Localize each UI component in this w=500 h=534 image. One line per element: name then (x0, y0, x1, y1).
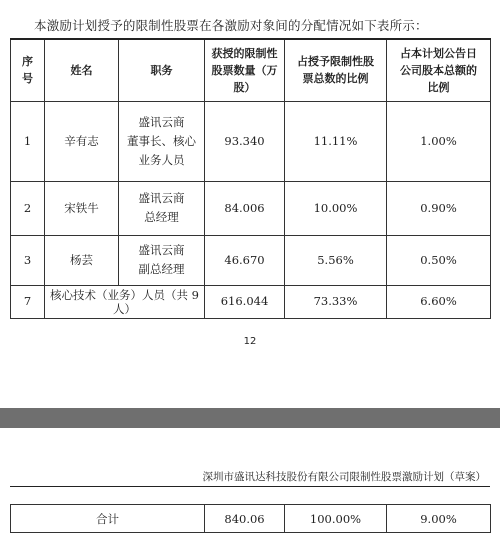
cell-pct-granted: 5.56% (285, 235, 387, 285)
total-label: 合计 (11, 505, 205, 533)
header-pct-granted-line: 票总数的比例 (302, 72, 369, 86)
header-seq (11, 39, 45, 101)
table-row (11, 181, 491, 235)
cell-seq: 2 (11, 181, 45, 235)
cell-position-line: 盛讯云商 (138, 191, 185, 205)
cell-position (119, 235, 205, 285)
cell-core-label (45, 285, 205, 318)
cell-seq: 1 (11, 101, 45, 181)
cell-position-line: 业务人员 (138, 152, 185, 167)
header-pct-granted (285, 39, 387, 101)
table-row (11, 101, 491, 181)
cell-core-label-line: 核心技术（业务）人员（共 9 (50, 287, 199, 302)
cell-core-label-line: 人） (113, 301, 136, 316)
total-shares: 840.06 (205, 505, 285, 533)
total-pct-granted: 100.00% (285, 505, 387, 533)
header-shares (205, 39, 285, 101)
header-shares-line: 股票数量（万 (211, 63, 278, 77)
cell-name: 宋铁牛 (45, 181, 119, 235)
cell-pct-granted: 10.00% (285, 181, 387, 235)
header-pct-capital-line: 占本计划公告日 (400, 46, 477, 60)
intro-paragraph: 本激励计划授予的限制性股票在各激励对象间的分配情况如下表所示： (34, 18, 428, 33)
cell-seq: 7 (11, 285, 45, 318)
header-pct-capital (387, 39, 491, 101)
cell-shares: 616.044 (205, 285, 285, 318)
cell-position (119, 101, 205, 181)
header-pct-granted-line: 占授予限制性股 (297, 55, 374, 69)
total-pct-capital: 9.00% (387, 505, 491, 533)
cell-position (119, 181, 205, 235)
header-rule (10, 486, 490, 487)
header-name: 姓名 (45, 39, 119, 101)
cell-pct-capital: 1.00% (387, 101, 491, 181)
header-seq-line: 序 (22, 55, 33, 69)
page-number: 12 (243, 336, 257, 347)
cell-position-line: 总经理 (144, 210, 179, 224)
cell-name: 辛有志 (45, 101, 119, 181)
cell-pct-capital: 0.90% (387, 181, 491, 235)
header-position: 职务 (119, 39, 205, 101)
cell-pct-granted: 73.33% (285, 285, 387, 318)
table-row-core-staff (11, 285, 491, 318)
cell-shares: 84.006 (205, 181, 285, 235)
page-break-band (0, 408, 500, 428)
total-table (10, 504, 491, 533)
table-row (11, 235, 491, 285)
cell-shares: 46.670 (205, 235, 285, 285)
header-shares-line: 股） (233, 80, 256, 94)
cell-pct-capital: 6.60% (387, 285, 491, 318)
table-header-row (11, 39, 491, 101)
cell-position-line: 盛讯云商 (138, 114, 185, 129)
header-shares-line: 获授的限制性 (211, 46, 278, 60)
cell-position-line: 盛讯云商 (138, 243, 185, 257)
total-row (11, 505, 491, 533)
cell-position-line: 副总经理 (138, 262, 185, 276)
header-seq-line: 号 (22, 72, 33, 86)
running-header: 深圳市盛讯达科技股份有限公司限制性股票激励计划（草案） (202, 471, 486, 483)
cell-pct-granted: 11.11% (285, 101, 387, 181)
cell-name: 杨芸 (45, 235, 119, 285)
cell-seq: 3 (11, 235, 45, 285)
cell-pct-capital: 0.50% (387, 235, 491, 285)
allocation-table (10, 38, 491, 319)
cell-position-line: 董事长、核心 (127, 133, 196, 148)
header-pct-capital-line: 比例 (427, 80, 450, 94)
header-pct-capital-line: 公司股本总额的 (400, 63, 477, 77)
cell-shares: 93.340 (205, 101, 285, 181)
